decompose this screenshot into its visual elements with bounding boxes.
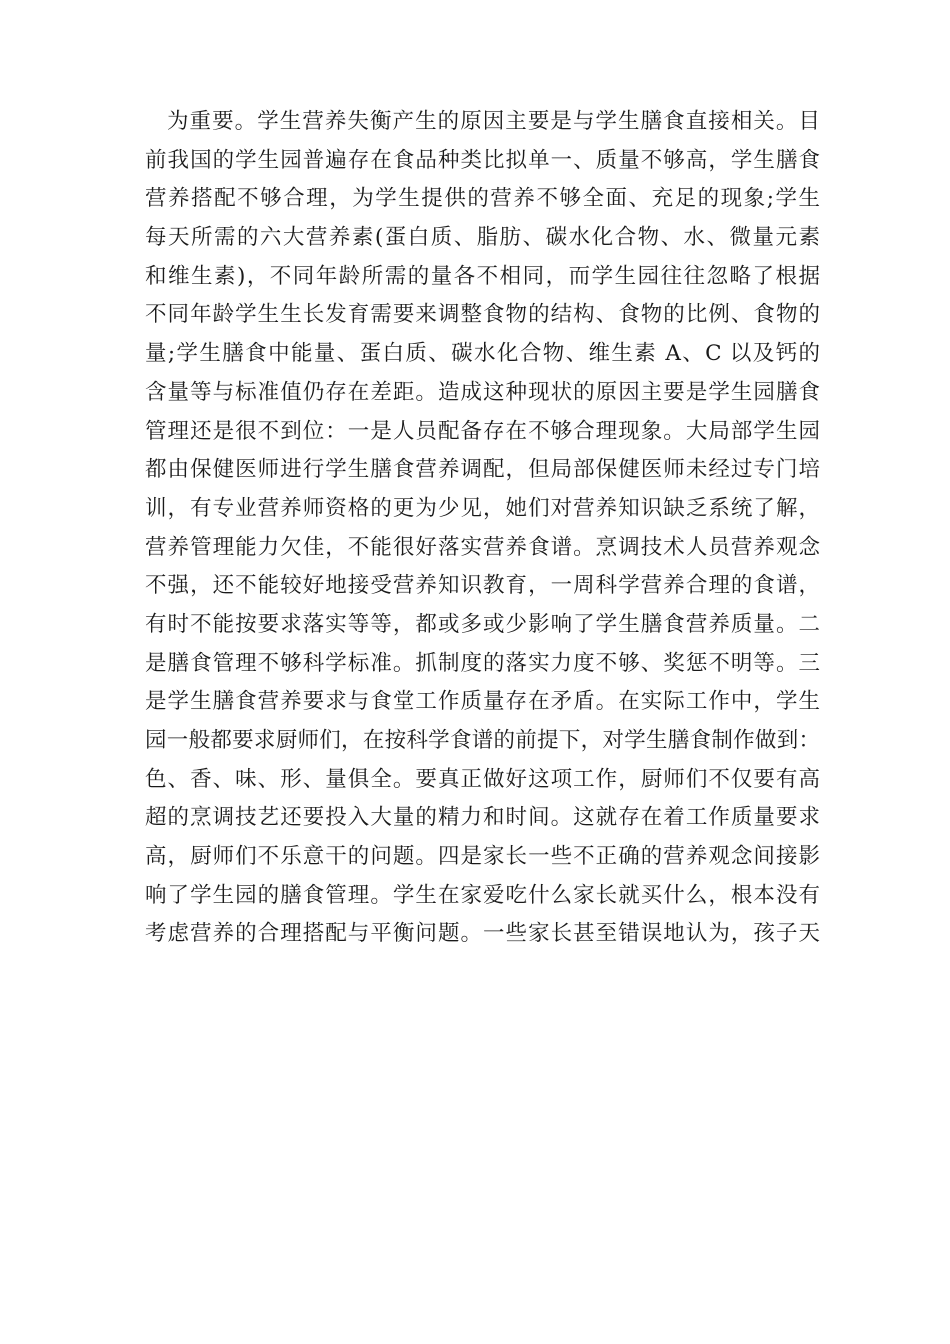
text-line: 管理还是很不到位：一是人员配备存在不够合理现象。大局部学生园 [145,418,820,444]
text-line: 都由保健医师进行学生膳食营养调配，但局部保健医师未经过专门培 [145,457,820,483]
text-line: 营养管理能力欠佳，不能很好落实营养食谱。烹调技术人员营养观念 [145,534,820,560]
text-line: 为重要。学生营养失衡产生的原因主要是与学生膳食直接相关。目 [167,109,820,134]
text-line: 每天所需的六大营养素(蛋白质、脂肪、碳水化合物、水、微量元素 [145,225,820,251]
text-line: 营养搭配不够合理，为学生提供的营养不够全面、充足的现象;学生 [145,186,820,212]
body-paragraph [145,103,820,954]
text-line: 不强，还不能较好地接受营养知识教育，一周科学营养合理的食谱， [145,573,820,599]
text-line: 不同年龄学生生长发育需要来调整食物的结构、食物的比例、食物的 [145,302,820,328]
text-line: 和维生素)，不同年龄所需的量各不相同，而学生园往往忽略了根据 [145,263,820,289]
text-line: 高，厨师们不乐意干的问题。四是家长一些不正确的营养观念间接影 [145,844,820,870]
text-line: 响了学生园的膳食管理。学生在家爱吃什么家长就买什么，根本没有 [145,882,820,908]
text-line: 色、香、味、形、量俱全。要真正做好这项工作，厨师们不仅要有高 [145,766,820,792]
text-line: 量;学生膳食中能量、蛋白质、碳水化合物、维生素 A、C 以及钙的 [145,341,820,367]
text-line: 是学生膳食营养要求与食堂工作质量存在矛盾。在实际工作中，学生 [145,689,820,715]
text-line: 超的烹调技艺还要投入大量的精力和时间。这就存在着工作质量要求 [145,805,820,831]
text-line: 前我国的学生园普遍存在食品种类比拟单一、质量不够高，学生膳食 [145,147,820,173]
text-line: 考虑营养的合理搭配与平衡问题。一些家长甚至错误地认为，孩子天 [145,921,820,947]
text-line: 训，有专业营养师资格的更为少见，她们对营养知识缺乏系统了解， [145,495,820,521]
text-line: 园一般都要求厨师们，在按科学食谱的前提下，对学生膳食制作做到： [145,728,820,753]
text-line: 含量等与标准值仍存在差距。造成这种现状的原因主要是学生园膳食 [145,379,820,405]
text-line: 是膳食管理不够科学标准。抓制度的落实力度不够、奖惩不明等。三 [145,650,820,676]
text-line: 有时不能按要求落实等等，都或多或少影响了学生膳食营养质量。二 [145,611,820,637]
